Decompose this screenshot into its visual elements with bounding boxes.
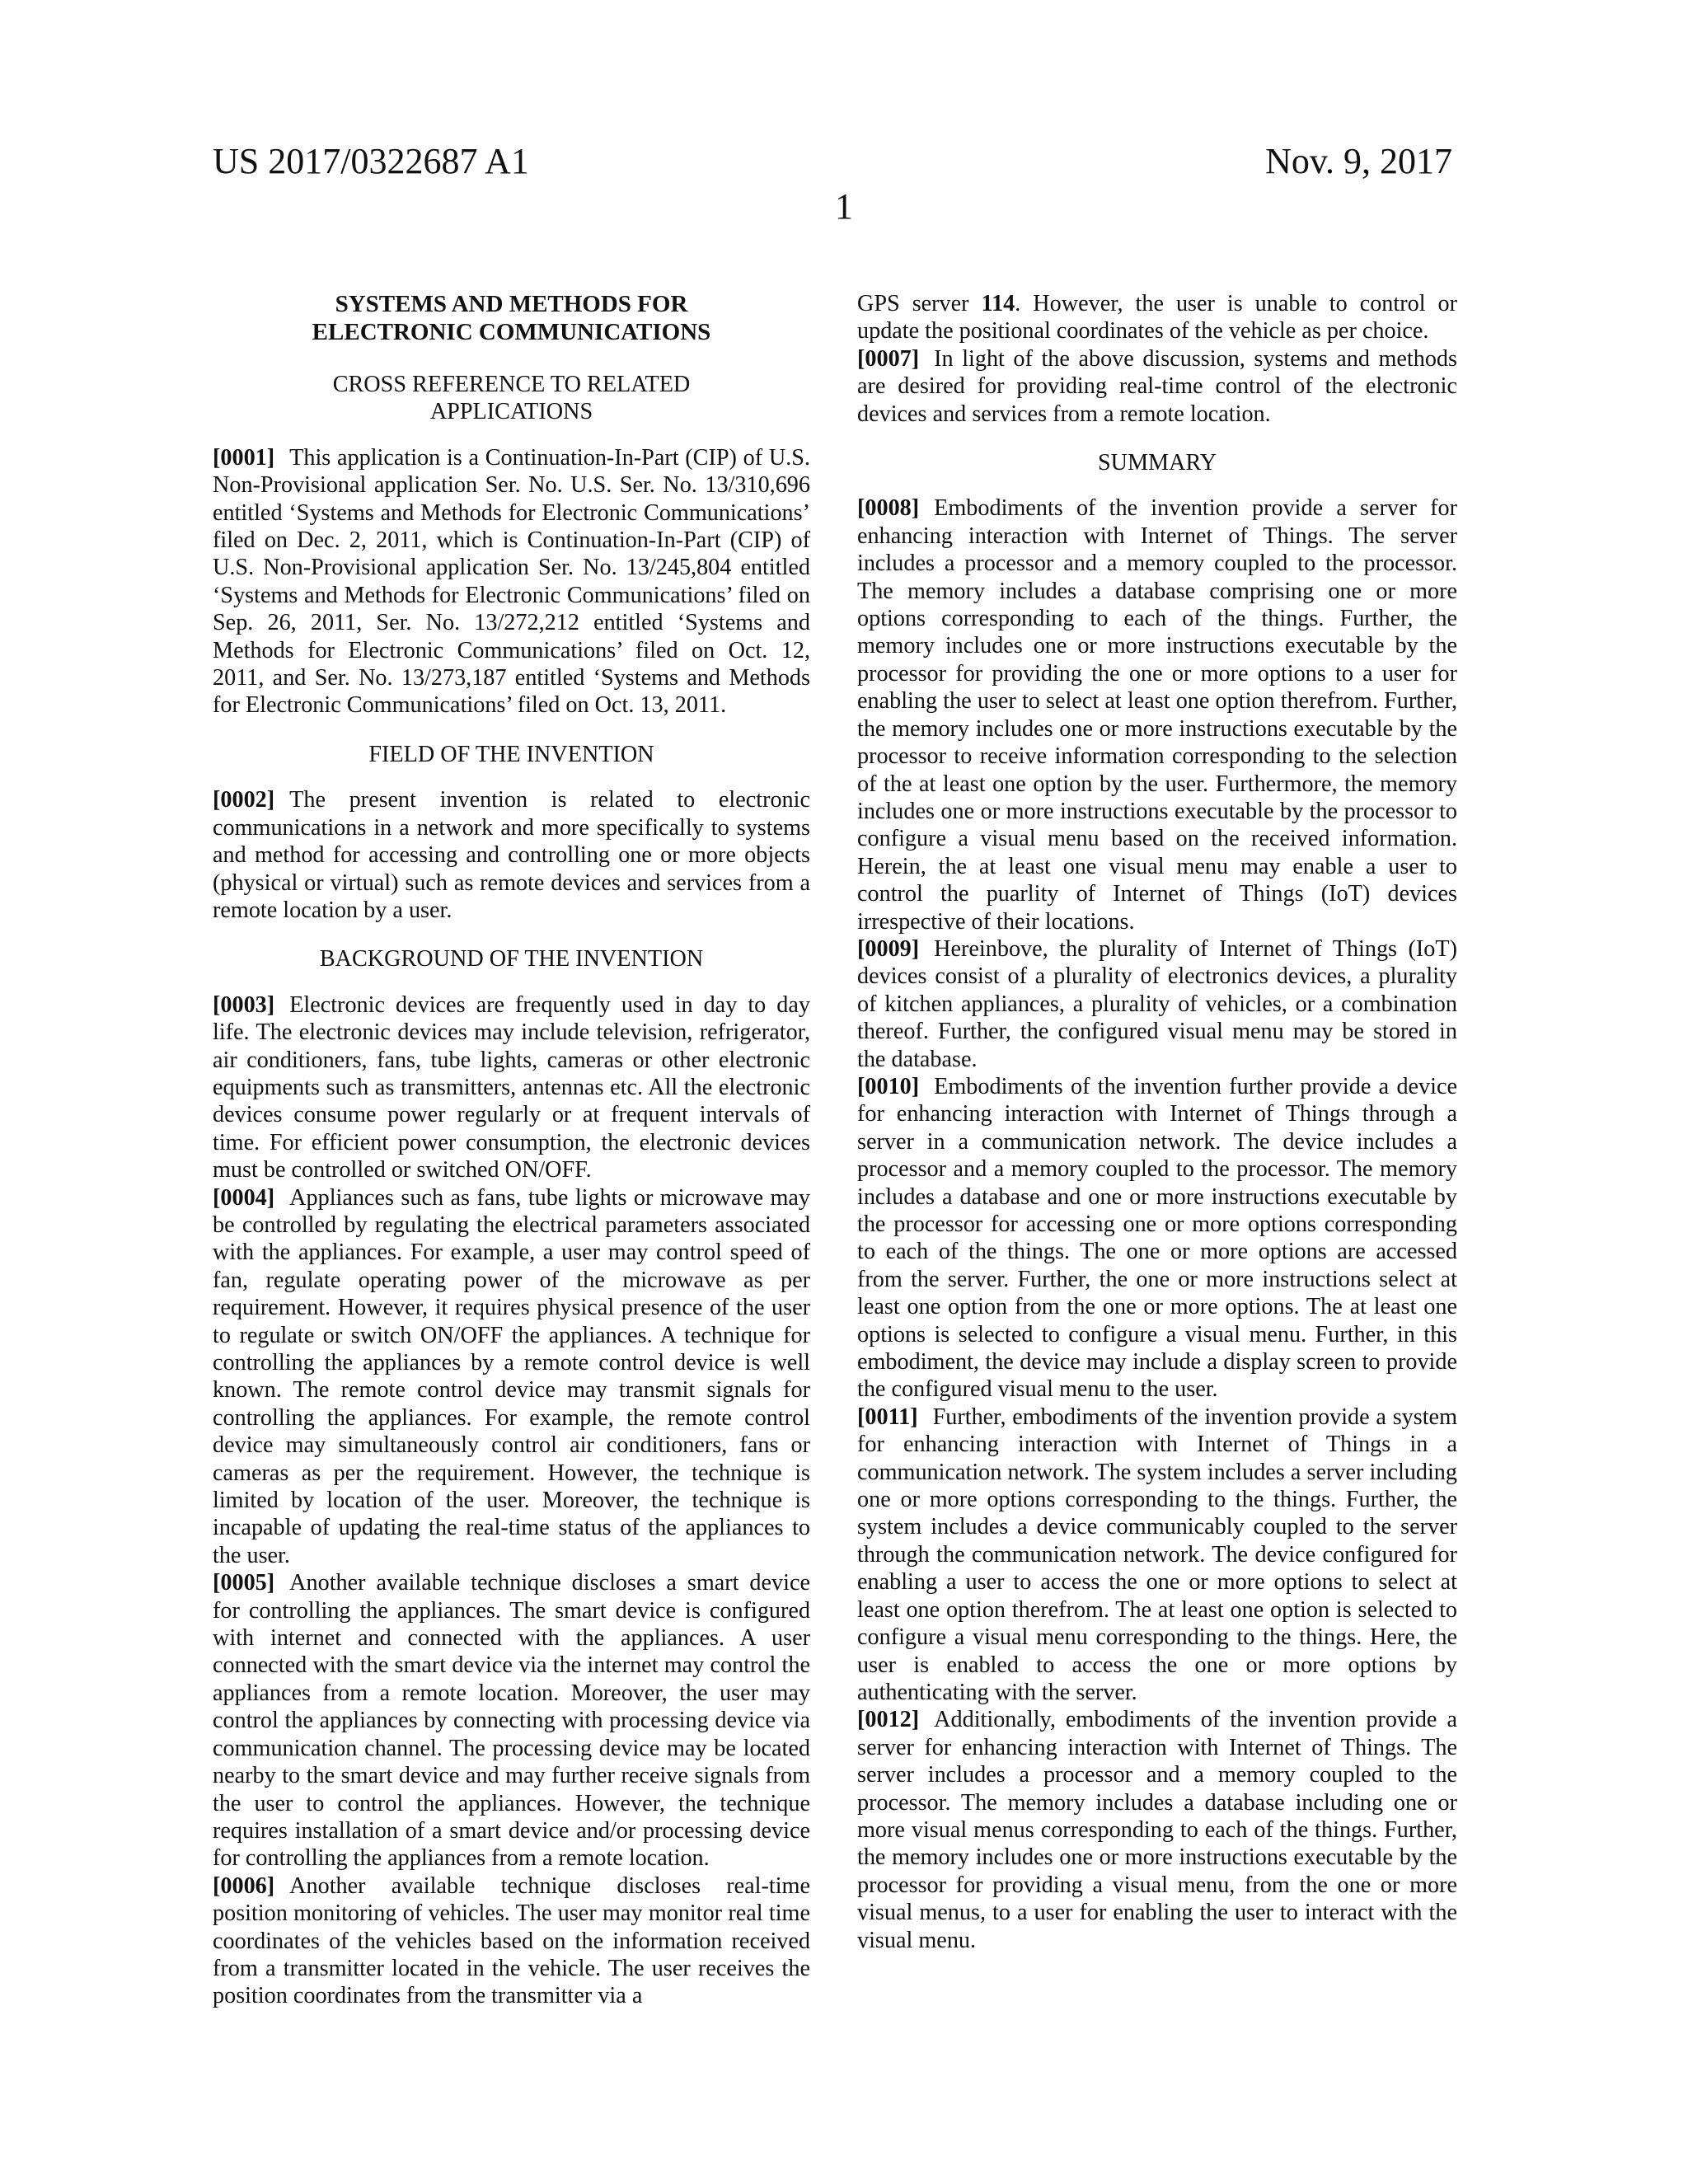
paragraph-number: [0012] xyxy=(857,1707,920,1733)
paragraph-text: Further, embodiments of the invention provide a system for enhancing interaction with Internet of Things in a communication network. The system includes a server including one or more options corresponding to the things. Further, the system includes a device communicably coupled to the server through the communication network. The device configured for enabling a user to access the one or more options to select at least one option therefrom. The at least one option is selected to configure a visual menu corresponding to the things. Here, the user is enabled to access the one or more options by authenticating with the server. xyxy=(857,1404,1457,1705)
paragraph-number: [0002] xyxy=(213,787,275,813)
paragraph-text: Another available technique discloses a smart device for controlling the appliances. The smart device is configured with internet and connected with the appliances. A user connected with the smart device via the internet may control the appliances from a remote location. Moreover, the user may control the appliances by connecting with processing device via communication channel. The processing device may be located nearby to the smart device and may further receive signals from the user to control the appliances. However, the technique requires installation of a smart device and/or processing device for controlling the appliances from a remote location. xyxy=(213,1570,810,1872)
publication-number: US 2017/0322687 A1 xyxy=(213,141,529,181)
paragraph-number: [0003] xyxy=(213,991,275,1018)
paragraph-0005 xyxy=(213,1569,810,1872)
title-line-1: SYSTEMS AND METHODS FOR xyxy=(335,291,688,317)
paragraph-0011 xyxy=(857,1404,1457,1706)
document-title xyxy=(213,290,810,346)
right-column xyxy=(857,290,1457,1954)
paragraph-text: Another available technique discloses real-time position monitoring of vehicles. The user may monitor real time coordinates of the vehicles based on the information received from a transmitter located in the vehicle. The user receives the position coordinates from the transmitter via a xyxy=(213,1872,810,2009)
field-heading-text: FIELD OF THE INVENTION xyxy=(368,741,654,767)
paragraph-0004 xyxy=(213,1184,810,1570)
paragraph-0001 xyxy=(213,444,810,719)
paragraph-text: Additionally, embodiments of the invention provide a server for enhancing interaction with Internet of Things. The server includes a processor and a memory coupled to the processor. The memory includes a database including one or more visual menus corresponding to each of the things. Further, the memory includes one or more instructions executable by the processor for providing a visual menu, from the one or more visual menus, to a user for enabling the user to interact with the visual menu. xyxy=(857,1707,1457,1953)
paragraph-text: Appliances such as fans, tube lights or microwave may be controlled by regulating the electrical parameters associated with the appliances. For example, a user may control speed of fan, regulate operating power of the microwave as per requirement. However, it requires physical presence of the user to regulate or switch ON/OFF the appliances. A technique for controlling the appliances by a remote control device is well known. The remote control device may transmit signals for controlling the appliances. For example, the remote control device may simultaneously control air conditioners, fans or cameras as per the requirement. However, the technique is limited by location of the user. Moreover, the technique is incapable of updating the real-time status of the appliances to the user. xyxy=(213,1184,810,1568)
paragraph-0002 xyxy=(213,786,810,924)
cross-reference-heading-line-2: APPLICATIONS xyxy=(429,399,593,425)
left-column xyxy=(213,290,810,2010)
paragraph-text: Embodiments of the invention further provide a device for enhancing interaction with Internet of Things through a server in a communication network. The device includes a processor and a memory coupled to the processor. The memory includes a database and one or more instructions executable by the processor for accessing one or more options corresponding to each of the things. The one or more options are accessed from the server. Further, the one or more instructions select at least one option from the one or more options. The at least one options is selected to configure a visual menu. Further, in this embodiment, the device may include a display screen to provide the configured visual menu to the user. xyxy=(857,1073,1457,1403)
field-heading xyxy=(213,741,810,768)
paragraph-text: . However, the user is unable to control or update the positional coordinates of the vehicle as per choice. xyxy=(857,291,1457,344)
paragraph-0008 xyxy=(857,494,1457,935)
paragraph-number: [0007] xyxy=(857,345,920,372)
title-line-2: ELECTRONIC COMMUNICATIONS xyxy=(312,319,711,345)
paragraph-text: Electronic devices are frequently used in day to day life. The electronic devices may include television, refrigerator, air conditioners, fans, tube lights, cameras or other electronic equipments such as transmitters, antennas etc. All the electronic devices consume power regularly or at frequent intervals of time. For efficient power consumption, the electronic devices must be controlled or switched ON/OFF. xyxy=(213,991,810,1183)
background-heading-text: BACKGROUND OF THE INVENTION xyxy=(319,946,704,972)
paragraph-0006-continued xyxy=(857,290,1457,345)
publication-date: Nov. 9, 2017 xyxy=(1265,141,1452,181)
paragraph-number: [0008] xyxy=(857,495,920,522)
background-heading xyxy=(213,945,810,972)
paragraph-number: [0001] xyxy=(213,444,275,471)
paragraph-0012 xyxy=(857,1706,1457,1954)
paragraph-number: [0004] xyxy=(213,1184,275,1211)
page-number: 1 xyxy=(835,186,853,227)
paragraph-text: This application is a Continuation-In-Part (CIP) of U.S. Non-Provisional application Ser. No. U.S. Ser. No. 13/310,696 entitled ‘Systems and Methods for Electronic Communications’ filed on Dec. 2, 2011, which is Continuation-In-Part (CIP) of U.S. Non-Provisional application Ser. No. 13/245,804 entitled ‘Systems and Methods for Electronic Communications’ filed on Sep. 26, 2011, Ser. No. 13/272,212 entitled ‘Systems and Methods for Electronic Communications’ filed on Oct. 12, 2011, and Ser. No. 13/273,187 entitled ‘Systems and Methods for Electronic Communications’ filed on Oct. 13, 2011. xyxy=(213,444,810,719)
cross-reference-heading xyxy=(213,371,810,426)
paragraph-0007 xyxy=(857,345,1457,428)
paragraph-number: [0005] xyxy=(213,1570,275,1596)
paragraph-number: [0009] xyxy=(857,935,920,962)
reference-numeral: 114 xyxy=(981,291,1015,316)
paragraph-text: Hereinbove, the plurality of Internet of Things (IoT) devices consist of a plurality of electronics devices, a plurality of kitchen appliances, a plurality of vehicles, or a combination thereof. Further, the configured visual menu may be stored in the database. xyxy=(857,935,1457,1072)
summary-heading-text: SUMMARY xyxy=(1097,450,1217,476)
paragraph-number: [0010] xyxy=(857,1073,920,1099)
paragraph-text: GPS server xyxy=(857,291,982,316)
paragraph-number: [0006] xyxy=(213,1872,275,1899)
paragraph-0003 xyxy=(213,991,810,1184)
paragraph-0010 xyxy=(857,1073,1457,1404)
paragraph-text: The present invention is related to electronic communications in a network and more specifically to systems and method for accessing and controlling one or more objects (physical or virtual) such as remote devices and services from a remote location by a user. xyxy=(213,787,810,923)
paragraph-text: In light of the above discussion, systems and methods are desired for providing real-time control of the electronic devices and services from a remote location. xyxy=(857,345,1457,427)
summary-heading xyxy=(857,449,1457,476)
paragraph-text: Embodiments of the invention provide a server for enhancing interaction with Internet of Things. The server includes a processor and a memory coupled to the processor. The memory includes a database comprising one or more options corresponding to each of the things. Further, the memory includes one or more instructions executable by the processor for providing the one or more options to a user for enabling the user to select at least one option therefrom. Further, the memory includes one or more instructions executable by the processor to receive information corresponding to the selection of the at least one option by the user. Furthermore, the memory includes one or more instructions executable by the processor to configure a visual menu based on the received information. Herein, the at least one visual menu may enable a user to control the puarlity of Internet of Things (IoT) devices irrespective of their locations. xyxy=(857,495,1457,935)
paragraph-0006 xyxy=(213,1872,810,2010)
paragraph-0009 xyxy=(857,935,1457,1073)
cross-reference-heading-line-1: CROSS REFERENCE TO RELATED xyxy=(332,372,691,397)
paragraph-number: [0011] xyxy=(857,1404,918,1430)
